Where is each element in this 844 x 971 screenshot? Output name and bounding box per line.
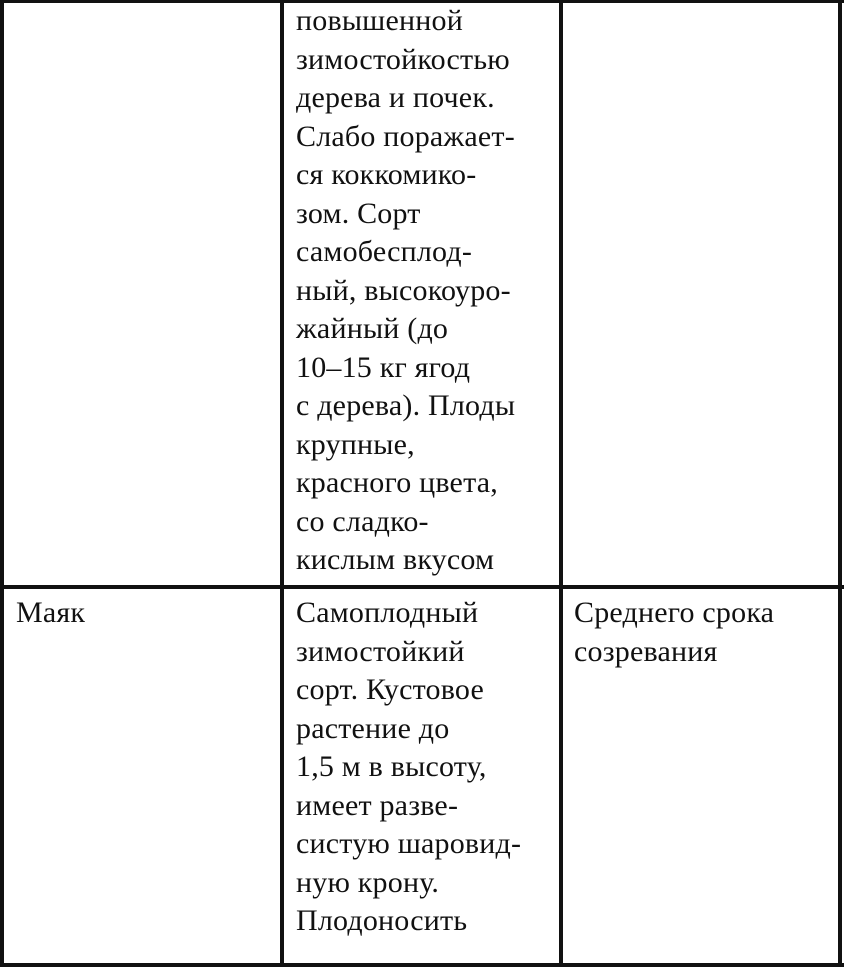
description-line: Слабо поражает- (296, 119, 515, 153)
description-line: зом. Сорт (296, 196, 421, 230)
row-2-description-cell (296, 594, 554, 941)
description-line: со сладко- (296, 504, 429, 538)
ripening-line: Среднего срока (574, 596, 775, 629)
column-divider-1 (280, 0, 284, 967)
description-line: зимостойкий (296, 634, 465, 668)
description-line: 10–15 кг ягод (296, 350, 471, 384)
description-line: систую шаровид- (296, 827, 522, 860)
column-divider-2 (559, 0, 563, 967)
description-line: Плодоносить (296, 904, 468, 937)
description-line: с дерева). Плоды (296, 389, 516, 422)
description-line: сорт. Кустовое (296, 673, 485, 706)
row-2-variety-cell (16, 594, 272, 633)
row-2-ripening-cell (574, 594, 832, 671)
description-line: дерева и почек. (296, 81, 495, 114)
table-border-right (838, 0, 842, 967)
row-1-description-cell (296, 2, 554, 580)
table-border-bottom (0, 963, 844, 967)
description-line: 1,5 м в высоту, (296, 750, 487, 783)
variety-name: Маяк (16, 596, 86, 629)
row-divider (0, 585, 844, 589)
table-border-left (0, 0, 4, 967)
description-line: ся коккомико- (296, 158, 477, 191)
description-line: ный, высокоуро- (296, 273, 511, 307)
description-line: растение до (296, 711, 450, 745)
description-line: повышенной (296, 4, 463, 37)
description-line: красного цвета, (296, 466, 498, 499)
description-line: самобесплод- (296, 235, 473, 268)
description-line: имеет разве- (296, 788, 459, 822)
ripening-line: созревания (574, 634, 718, 668)
description-line: зимостойкостью (296, 42, 510, 76)
description-line: жайный (до (296, 312, 449, 345)
description-line: Самоплодный (296, 596, 479, 629)
description-line: крупные, (296, 427, 415, 461)
description-line: кислым вкусом (296, 543, 495, 576)
description-line: ную крону. (296, 865, 440, 899)
